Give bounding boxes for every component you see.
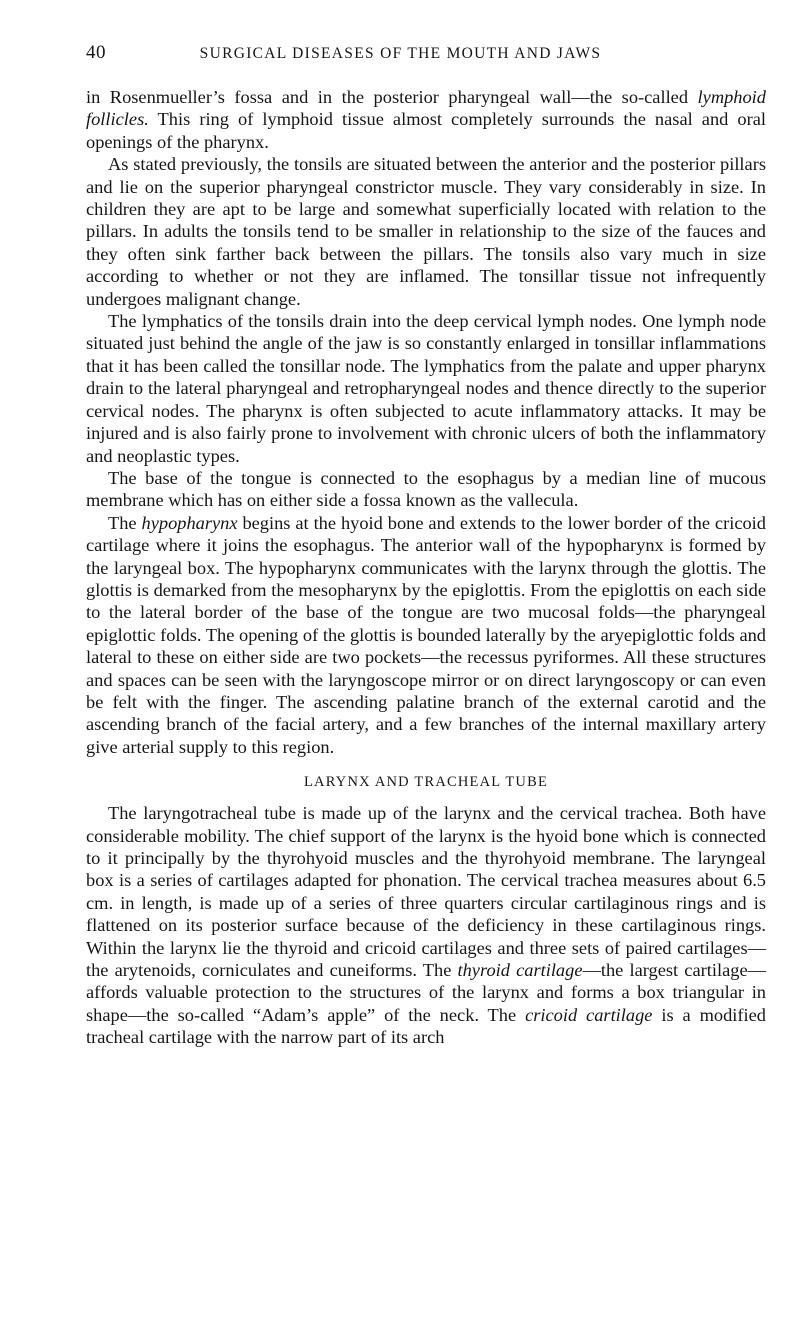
paragraph-5-term: hypopharynx	[141, 512, 238, 533]
paragraph-6-text-c: —the largest cartilage—affords valuable protection to the structures of the larynx and forms a box triangular in shape—the so-called “Adam’s apple” of the neck. The	[86, 960, 766, 1025]
paragraph-1-term: lymphoid follicles.	[86, 87, 766, 130]
paragraph-5-text-a: The	[108, 512, 142, 533]
paragraph-6-text-a: The laryngotracheal tube is made up of the larynx and the cervical trachea. Both have considerable mobility. The chief support of the larynx is the hyoid bone which is connected to it principally by the thyrohyoid muscles and the thyrohyoid membrane. The laryngeal box is a series of cartilages adapted for phonation. The cervical trachea measures about 6.5 cm. in length, is made up of a series of three quarters circular cartilaginous rings and is flattened on its posterior surface because of the deficiency in these cartilaginous rings. Within the larynx lie the thyroid and cricoid cartilages and three sets of paired cartilages—the arytenoids, corniculates and cuneiforms. The	[86, 803, 766, 981]
paragraph-1-text-a: in Rosenmueller’s fossa and in the posterior pharyngeal wall—the so-called	[86, 87, 698, 107]
paragraph-2: As stated previously, the tonsils are situated between the anterior and the posterior pillars and lie on the superior pharyngeal constrictor muscle. They vary considerably in size. In children they are apt to be large and somewhat superficially located with relation to the pillars. In adults the tonsils tend to be smaller in relationship to the size of the fauces and they often sink farther back between the pillars. The tonsils also vary much in size according to whether or not they are inflamed. The tonsillar tissue not infrequently undergoes malignant change.	[86, 154, 766, 309]
paragraph-6-term-cricoid: cricoid cartilage	[525, 1004, 653, 1025]
paragraph-1-text-c: This ring of lymphoid tissue almost completely surrounds the nasal and oral openings of the pharynx.	[86, 109, 766, 152]
running-head: SURGICAL DISEASES OF THE MOUTH AND JAWS	[199, 45, 602, 62]
paragraph-1	[86, 86, 766, 153]
section-heading: LARYNX AND TRACHEAL TUBE	[303, 774, 549, 791]
page-number: 40	[86, 42, 106, 63]
paragraph-5-text-c: begins at the hyoid bone and extends to the lower border of the cricoid cartilage where it joins the esophagus. The anterior wall of the hypopharynx is formed by the laryngeal box. The hypopharynx communicates with the larynx through the glottis. The glottis is demarked from the mesopharynx by the epiglottis. From the epiglottis on each side to the lateral border of the base of the tongue are two mucosal folds—the pharyngeal epiglottic folds. The opening of the glottis is bounded laterally by the aryepiglottic folds and lateral to these on either side are two pockets—the recessus pyriformes. All these structures and spaces can be seen with the laryngoscope mirror or on direct laryngoscopy or can even be felt with the finger. The ascending palatine branch of the external carotid and the ascending branch of the facial artery, and a few branches of the internal maxillary artery give arterial supply to this region.	[86, 512, 766, 757]
paragraph-6-text-e: is a modified tracheal cartilage with the narrow part of its arch	[86, 1004, 767, 1048]
paragraph-4: The base of the tongue is connected to the esophagus by a median line of mucous membrane which has on either side a fossa known as the vallecula.	[86, 467, 766, 511]
paragraph-6-term-thyroid: thyroid cartilage	[457, 960, 583, 981]
body-text	[86, 86, 766, 1049]
paragraph-6	[86, 802, 766, 1048]
paragraph-5	[86, 512, 766, 758]
paragraph-3: The lymphatics of the tonsils drain into the deep cervical lymph nodes. One lymph node situated just behind the angle of the jaw is so constantly enlarged in tonsillar inflammations that it has been called the tonsillar node. The lymphatics from the palate and upper pharynx drain to the lateral pharyngeal and retropharyngeal nodes and thence directly to the superior cervical nodes. The pharynx is often subjected to acute inflammatory attacks. It may be injured and is also fairly prone to involvement with chronic ulcers of both the inflammatory and neoplastic types.	[86, 311, 766, 466]
